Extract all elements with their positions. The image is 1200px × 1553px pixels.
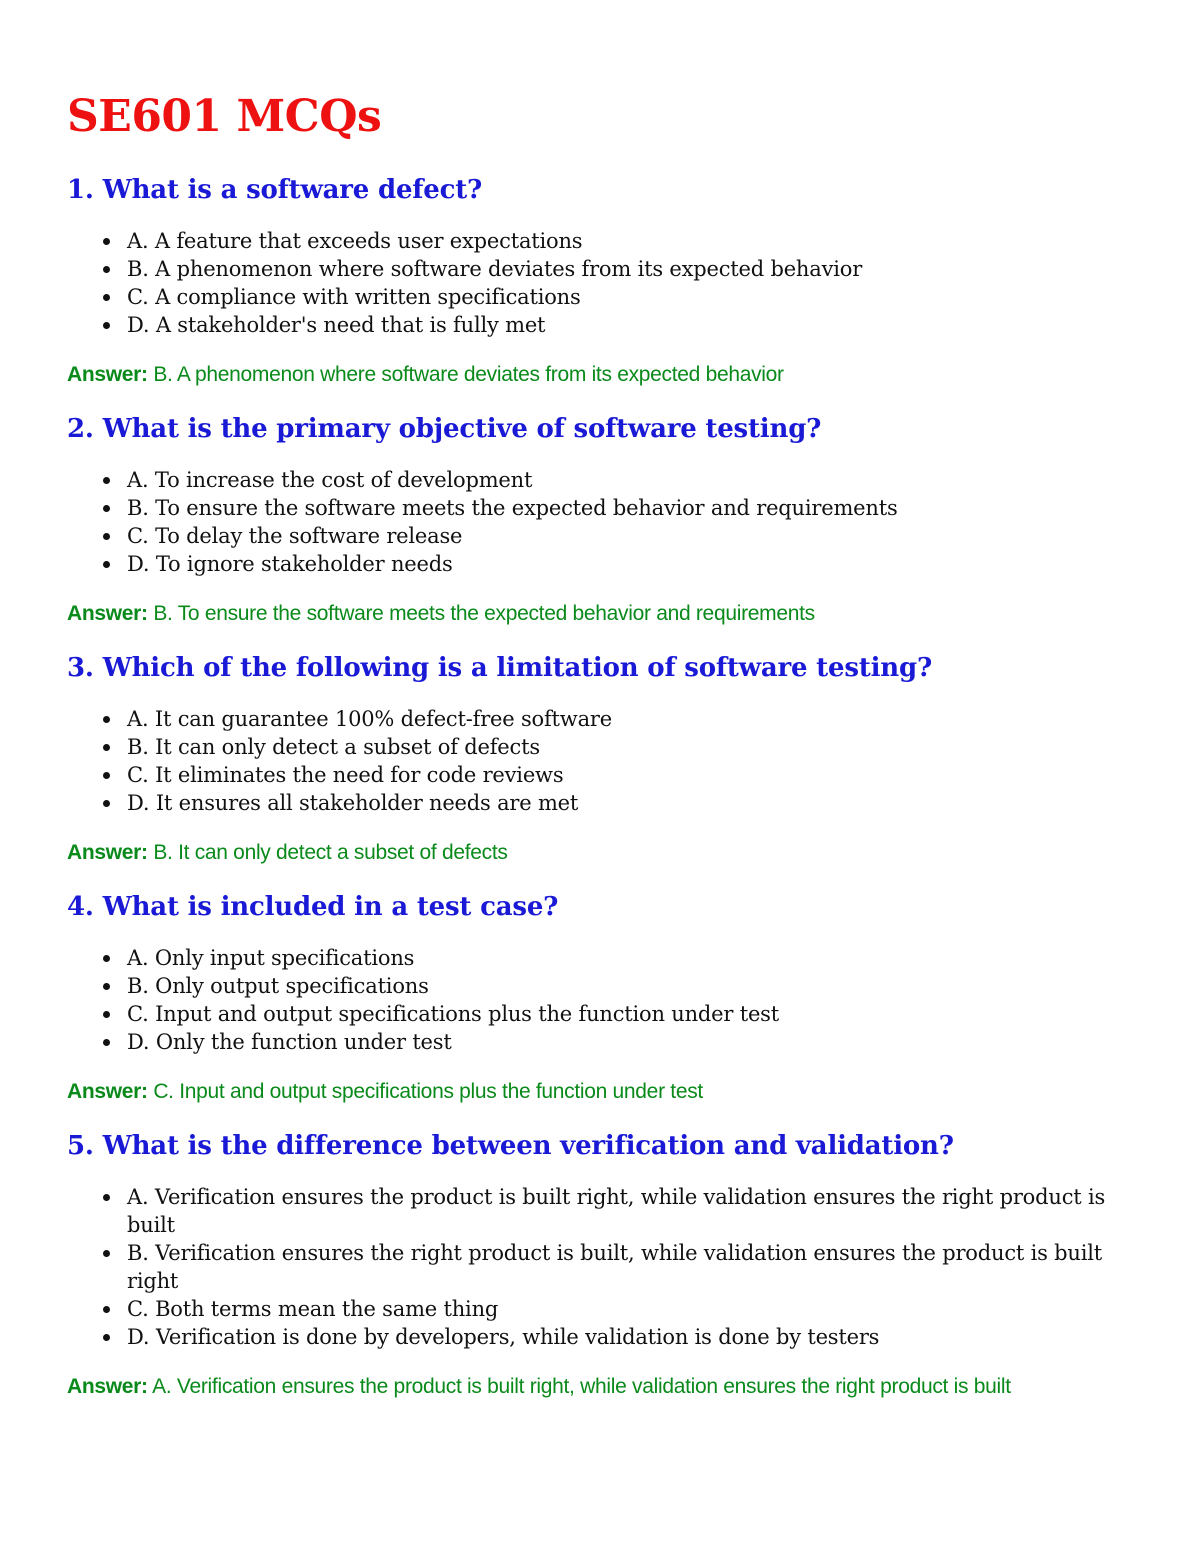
question-block [67,651,1147,867]
option-item [127,789,1147,817]
bullet-icon [103,1306,110,1313]
bullet-icon [103,533,110,540]
options-list [67,1183,1147,1351]
options-list [67,227,1147,339]
question-block [67,890,1147,1106]
option-item [127,466,1147,494]
option-text: D. Only the function under test [127,1030,452,1054]
answer-text: B. To ensure the software meets the expected behavior and requirements [153,602,815,625]
answer-label: Answer: [67,841,148,864]
answer-text: B. It can only detect a subset of defects [153,841,508,864]
option-text: D. It ensures all stakeholder needs are met [127,791,579,815]
option-item [127,522,1147,550]
answer-label: Answer: [67,363,148,386]
option-item [127,227,1147,255]
bullet-icon [103,1194,110,1201]
option-item [127,283,1147,311]
question-text: 3. Which of the following is a limitation of software testing? [67,653,932,683]
option-text: A. To increase the cost of development [127,468,533,492]
options-list [67,466,1147,578]
bullet-icon [103,1039,110,1046]
option-text: B. Only output specifications [127,974,429,998]
option-item [127,1239,1147,1295]
option-text: D. Verification is done by developers, while validation is done by testers [127,1325,880,1349]
question-text: 4. What is included in a test case? [67,892,559,922]
option-text: C. It eliminates the need for code reviews [127,763,564,787]
bullet-icon [103,1334,110,1341]
option-text: D. To ignore stakeholder needs [127,552,453,576]
bullet-icon [103,561,110,568]
bullet-icon [103,505,110,512]
option-text: A. Verification ensures the product is built right, while validation ensures the right product is built [127,1185,1106,1237]
document-title: SE601 MCQs [67,91,382,142]
option-item [127,255,1147,283]
option-item [127,494,1147,522]
option-text: A. Only input specifications [127,946,415,970]
answer-label: Answer: [67,1080,148,1103]
question-block [67,173,1147,389]
option-item [127,944,1147,972]
option-text: B. It can only detect a subset of defects [127,735,540,759]
answer-text: C. Input and output specifications plus the function under test [153,1080,703,1103]
bullet-icon [103,955,110,962]
option-item [127,1028,1147,1056]
bullet-icon [103,322,110,329]
answer-text: A. Verification ensures the product is built right, while validation ensures the right product is built [152,1375,1011,1398]
answer-label: Answer: [67,602,148,625]
option-text: A. It can guarantee 100% defect-free software [127,707,612,731]
option-text: C. Both terms mean the same thing [127,1297,499,1321]
answer-line [67,839,1147,867]
bullet-icon [103,477,110,484]
document-page [67,78,1147,1401]
answer-label: Answer: [67,1375,148,1398]
answer-text: B. A phenomenon where software deviates from its expected behavior [153,363,784,386]
question-block [67,412,1147,628]
option-item [127,972,1147,1000]
option-item [127,550,1147,578]
bullet-icon [103,800,110,807]
bullet-icon [103,716,110,723]
bullet-icon [103,266,110,273]
option-item [127,705,1147,733]
option-text: A. A feature that exceeds user expectations [127,229,583,253]
answer-line [67,361,1147,389]
question-text: 5. What is the difference between verification and validation? [67,1131,954,1161]
answer-line [67,1373,1147,1401]
bullet-icon [103,1011,110,1018]
options-list [67,944,1147,1056]
option-item [127,1323,1147,1351]
option-text: D. A stakeholder's need that is fully met [127,313,546,337]
option-text: C. Input and output specifications plus the function under test [127,1002,779,1026]
option-item [127,761,1147,789]
option-text: C. To delay the software release [127,524,463,548]
answer-line [67,600,1147,628]
bullet-icon [103,744,110,751]
bullet-icon [103,983,110,990]
option-item [127,1295,1147,1323]
question-text: 1. What is a software defect? [67,175,483,205]
bullet-icon [103,1250,110,1257]
option-item [127,733,1147,761]
option-text: B. Verification ensures the right product is built, while validation ensures the product is built right [127,1241,1103,1293]
option-item [127,1000,1147,1028]
option-text: B. To ensure the software meets the expected behavior and requirements [127,496,898,520]
option-text: B. A phenomenon where software deviates from its expected behavior [127,257,863,281]
bullet-icon [103,772,110,779]
answer-line [67,1078,1147,1106]
options-list [67,705,1147,817]
option-text: C. A compliance with written specifications [127,285,581,309]
option-item [127,1183,1147,1239]
option-item [127,311,1147,339]
bullet-icon [103,294,110,301]
question-text: 2. What is the primary objective of software testing? [67,414,822,444]
question-block [67,1129,1147,1401]
bullet-icon [103,238,110,245]
